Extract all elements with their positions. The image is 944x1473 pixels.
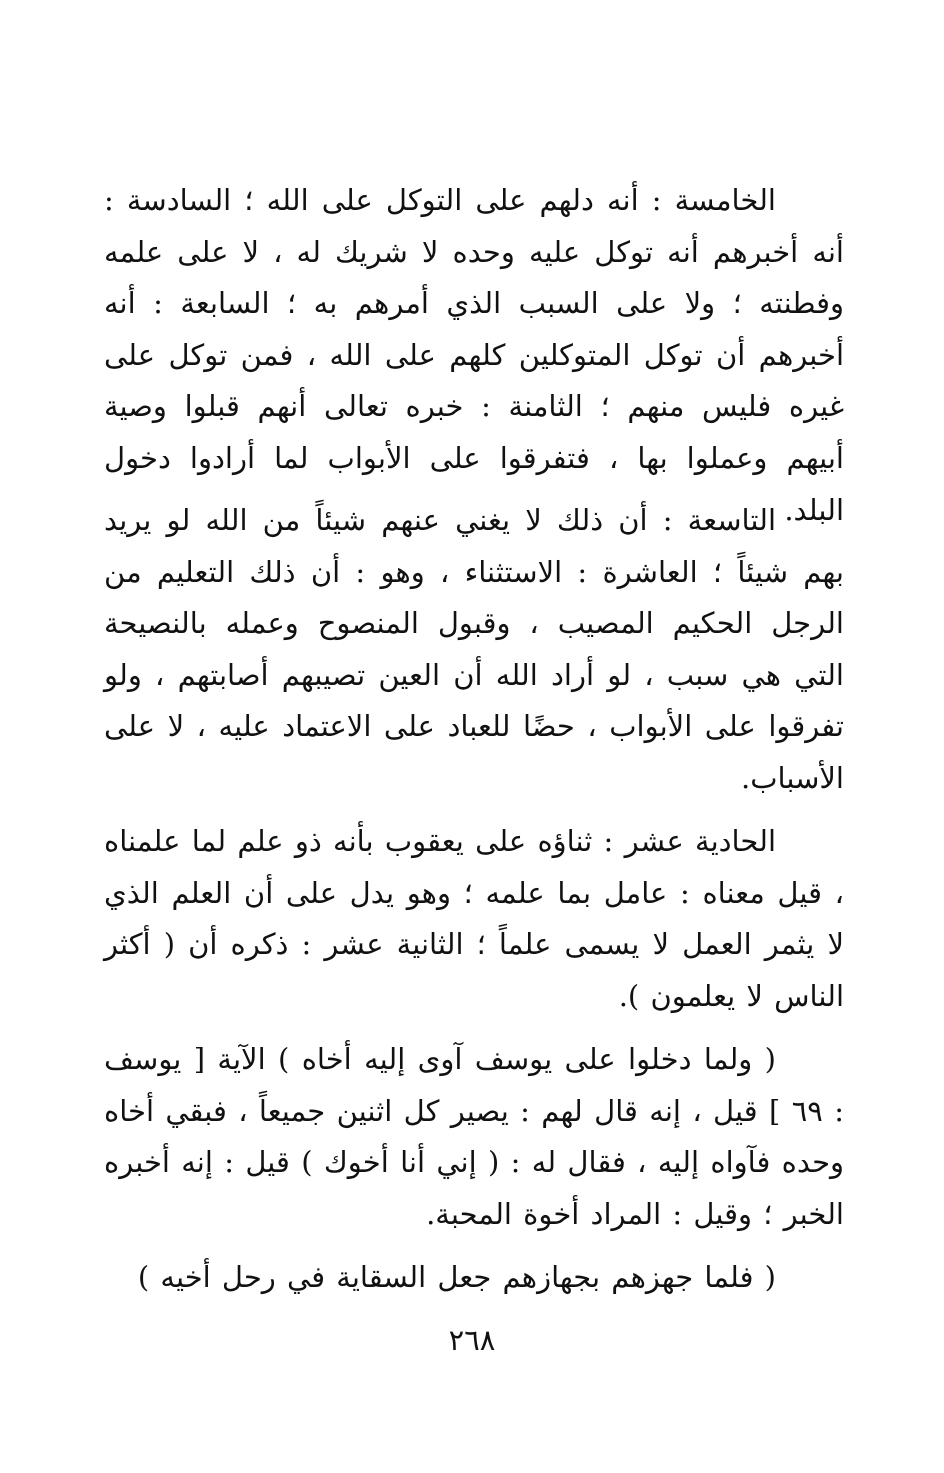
paragraph-eleventh-twelfth: الحادية عشر : ثناؤه على يعقوب بأنه ذو علم لما علمناه ، قيل معناه : عامل بما علمه ؛ وهو يدل على أن العلم الذي لا يثمر العمل لا يسمى علماً ؛ الثانية عشر : ذكره أن ( أكثر الناس لا يعلمون ). bbox=[104, 824, 844, 1013]
paragraph-fifth-to-eighth: الخامسة : أنه دلهم على التوكل على الله ؛ السادسة : أنه أخبرهم أنه توكل عليه وحده لا شريك له ، لا على علمه وفطنته ؛ ولا على السبب الذي أمرهم به ؛ السابعة : أنه أخبرهم أن توكل المتوكلين كلهم على الله ، فمن توكل على غيره فليس منهم ؛ الثامنة : خبره تعالى أنهم قبلوا وصية أبيهم وعملوا بها ، فتفرقوا على الأبواب لما أرادوا دخول البلد. bbox=[104, 183, 844, 527]
paragraph-quranic-quote: ( فلما جهزهم بجهازهم جعل السقاية في رحل أخيه ) bbox=[137, 1260, 776, 1294]
page-number: ٢٦٨ bbox=[448, 1323, 496, 1357]
paragraph-yusuf-69: ( ولما دخلوا على يوسف آوى إليه أخاه ) الآية [ يوسف : ٦٩ ] قيل ، إنه قال لهم : يصير كل اثنين جميعاً ، فبقي أخاه وحده فآواه إليه ، فقال له : ( إني أنا أخوك ) قيل : إنه أخبره الخبر ؛ وقيل : المراد أخوة المحبة. bbox=[104, 1042, 844, 1231]
paragraph-ninth-tenth: التاسعة : أن ذلك لا يغني عنهم شيئاً من الله لو يريد بهم شيئاً ؛ العاشرة : الاستثناء ، وهو : أن ذلك التعليم من الرجل الحكيم المصيب ، وقبول المنصوح وعمله بالنصيحة التي هي سبب ، لو أراد الله أن العين تصيبهم أصابتهم ، ولو تفرقوا على الأبواب ، حضًا للعباد على الاعتماد عليه ، لا على الأسباب. bbox=[104, 503, 844, 795]
